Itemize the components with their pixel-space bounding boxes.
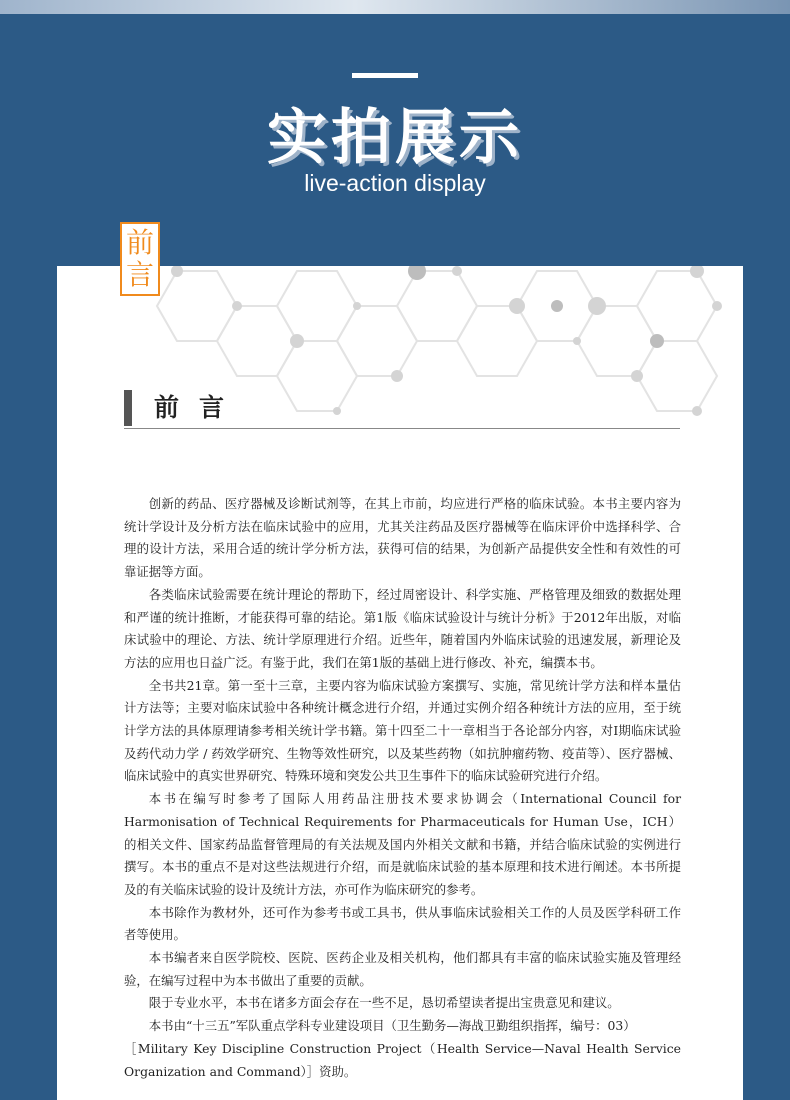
paragraph: 各类临床试验需要在统计理论的帮助下，经过周密设计、科学实施、严格管理及细致的数据处理和严谨的统计推断，才能获得可靠的结论。第1版《临床试验设计与统计分析》于2012年出版，对临床试验中的理论、方法、统计学原理进行介绍。近些年，随着国内外临床试验的迅速发展，新理论及方法的应用也日益广泛。有鉴于此，我们在第1版的基础上进行修改、补充，编撰本书。 [124,586,681,670]
paragraph: 创新的药品、医疗器械及诊断试剂等，在其上市前，均应进行严格的临床试验。本书主要内容为统计学设计及分析方法在临床试验中的应用，尤其关注药品及医疗器械等在临床评价中选择科学、合理的设计方法，采用合适的统计学分析方法，获得可信的结果，为创新产品提供安全性和有效性的可靠证据等方面。 [124,496,681,580]
paragraph: 本书除作为教材外，还可作为参考书或工具书，供从事临床试验相关工作的人员及医学科研工作者等使用。 [124,904,681,943]
page-title: 实拍展示 [267,103,523,173]
page-subtitle: live-action display [304,170,486,196]
side-tab-char: 前 [125,226,154,259]
paragraph: 本书由“十三五”军队重点学科专业建设项目（卫生勤务—海战卫勤组织指挥，编号：03） [148,1018,636,1034]
molecule-hexagon-pattern [57,266,743,466]
section-header [124,386,680,426]
paragraph: 限于专业水平，本书在诸多方面会存在一些不足，恳切希望读者提出宝贵意见和建议。 [148,995,620,1011]
side-tab-label [120,222,160,296]
side-tab-char: 言 [125,258,154,291]
paragraph-continuation: ［Military Key Discipline Construction Project（Health Service—Naval Health Service Organization and Command）］资助。 [124,1040,681,1079]
paragraph: 全书共21章。第一至十三章，主要内容为临床试验方案撰写、实施，常见统计学方法和样本量估计方法等；主要对临床试验中各种统计概念进行介绍，并通过实例介绍各种统计方法的应用，至于统计学方法的具体原理请参考相关统计学书籍。第十四至二十一章相当于各论部分内容，对Ⅰ期临床试验及药代动力学 / 药效学研究、生物等效性研究，以及某些药物（如抗肿瘤药物、疫苗等）、医疗器械、临床试验中的真实世界研究、特殊环境和突发公共卫生事件下的临床试验研究进行介绍。 [124,677,681,784]
section-divider [124,428,680,429]
section-marker-bar [124,390,132,426]
section-title: 前言 [154,393,245,422]
paragraph: 本书编者来自医学院校、医院、医药企业及相关机构，他们都具有丰富的临床试验实施及管理经验，在编写过程中为本书做出了重要的贡献。 [124,950,681,988]
title-accent-bar [352,73,418,78]
preface-body [124,493,681,1083]
paragraph: 本书在编写时参考了国际人用药品注册技术要求协调会（International Council for Harmonisation of Technical Requirements for Pharmaceuticals for Human Use，ICH）的相关文件、国家药品监督管理局的有关法规及国内外相关文献和书籍，并结合临床试验的实例进行撰写。本书的重点不是对这些法规进行介绍，而是就临床试验的基本原理和技术进行阐述。本书所提及的有关临床试验的设计及统计方法，亦可作为临床研究的参考。 [124,791,681,897]
top-decorative-strip [0,0,790,14]
